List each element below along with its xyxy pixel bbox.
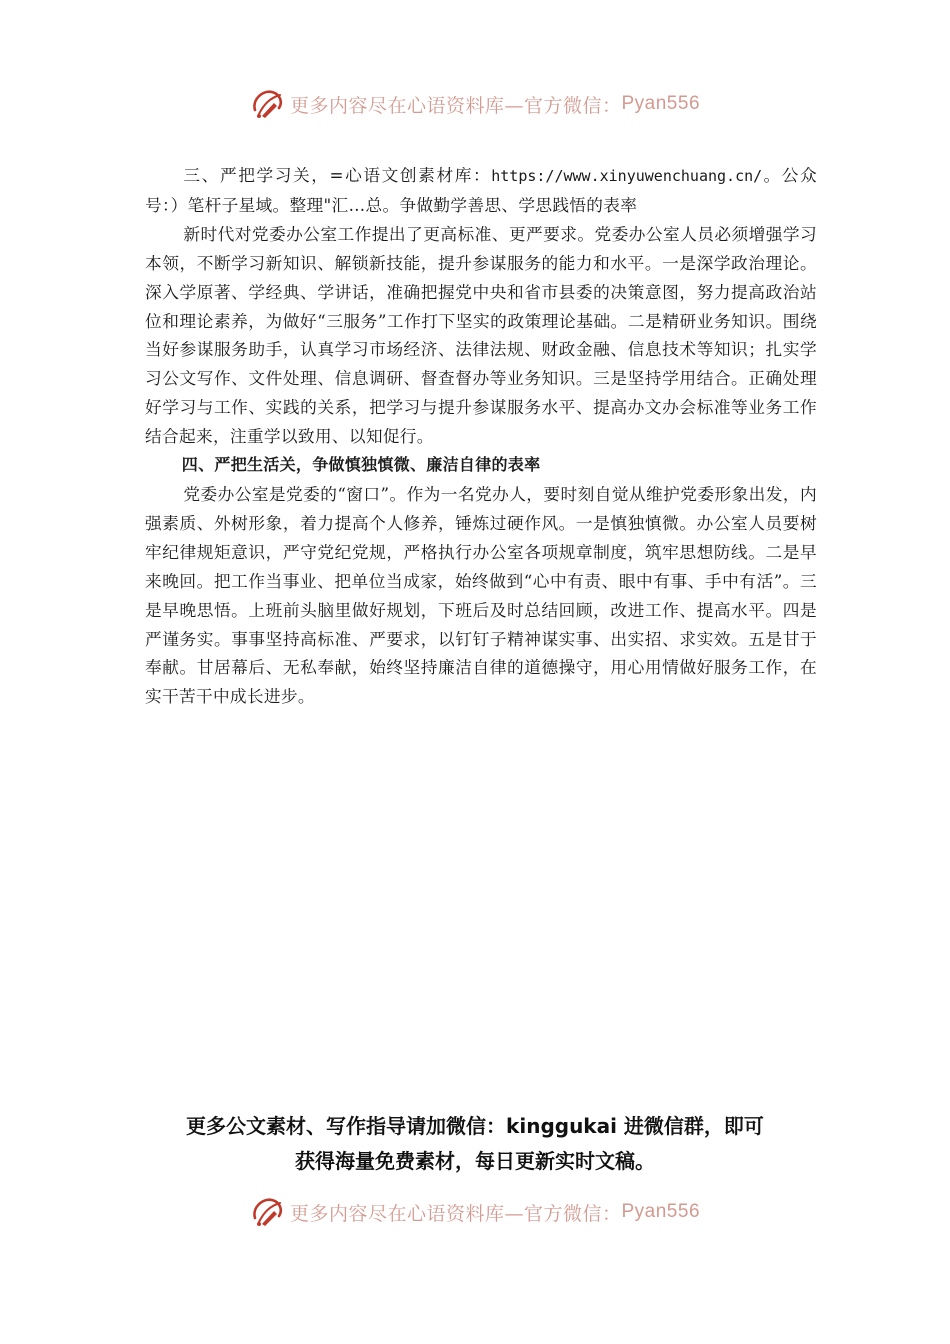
section-4-heading: 四、严把生活关，争做慎独慎微、廉洁自律的表率 [181,455,541,475]
section-3-heading-lead: 三、严把学习关，=心语文创素材库： [183,165,492,185]
watermark-wechat-id: Pyan556 [621,1201,701,1222]
section-3-heading-tail: 。公众号：）笔杆子星域。整理"汇…总。争做勤学善思、学思践悟的表率 [145,165,817,215]
pen-swirl-logo-icon [250,1194,286,1230]
section-3-url: https://www.xinyuwenchuang.cn/ [491,167,763,185]
watermark-text: 更多内容尽在心语资料库—官方微信： [289,1202,622,1225]
promo-line-2: 获得海量免费素材，每日更新实时文稿。 [295,1149,655,1173]
promo-line-1: 更多公文素材、写作指导请加微信：kinggukai 进微信群，即可 [186,1114,764,1138]
pen-swirl-logo-icon [250,86,286,122]
section-4-paragraph: 党委办公室是党委的“窗口”。作为一名党办人，要时刻自觉从维护党委形象出发，内强素质、外树形象，着力提高个人修养，锤炼过硬作风。一是慎独慎微。办公室人员要树牢纪律规矩意识，严守党纪党规，严格执行办公室各项规章制度，筑牢思想防线。二是早来晚回。把工作当事业、把单位当成家，始终做到“心中有责、眼中有事、手中有活”。三是早晚思悟。上班前头脑里做好规划，下班后及时总结回顾，改进工作、提高水平。四是严谨务实。事事坚持高标准、严要求，以钉钉子精神谋实事、出实招、求实效。五是甘于奉献。甘居幕后、无私奉献，始终坚持廉洁自律的道德操守，用心用情做好服务工作，在实干苦干中成长进步。 [145,483,817,707]
watermark-text: 更多内容尽在心语资料库—官方微信： [289,94,622,117]
header-watermark-banner [0,84,950,124]
document-body [145,161,817,711]
footer-watermark-banner [0,1192,950,1232]
watermark-wechat-id: Pyan556 [621,93,701,114]
promo-notice [0,1109,950,1179]
section-3-paragraph: 新时代对党委办公室工作提出了更高标准、更严要求。党委办公室人员必须增强学习本领，不断学习新知识、解锁新技能，提升参谋服务的能力和水平。一是深学政治理论。深入学原著、学经典、学讲话，准确把握党中央和省市县委的决策意图，努力提高政治站位和理论素养，为做好“三服务”工作打下坚实的政策理论基础。二是精研业务知识。围绕当好参谋服务助手，认真学习市场经济、法律法规、财政金融、信息技术等知识；扎实学习公文写作、文件处理、信息调研、督查督办等业务知识。三是坚持学用结合。正确处理好学习与工作、实践的关系，把学习与提升参谋服务水平、提高办文办会标准等业务工作结合起来，注重学以致用、以知促行。 [145,223,817,447]
section-3-heading [145,161,817,220]
